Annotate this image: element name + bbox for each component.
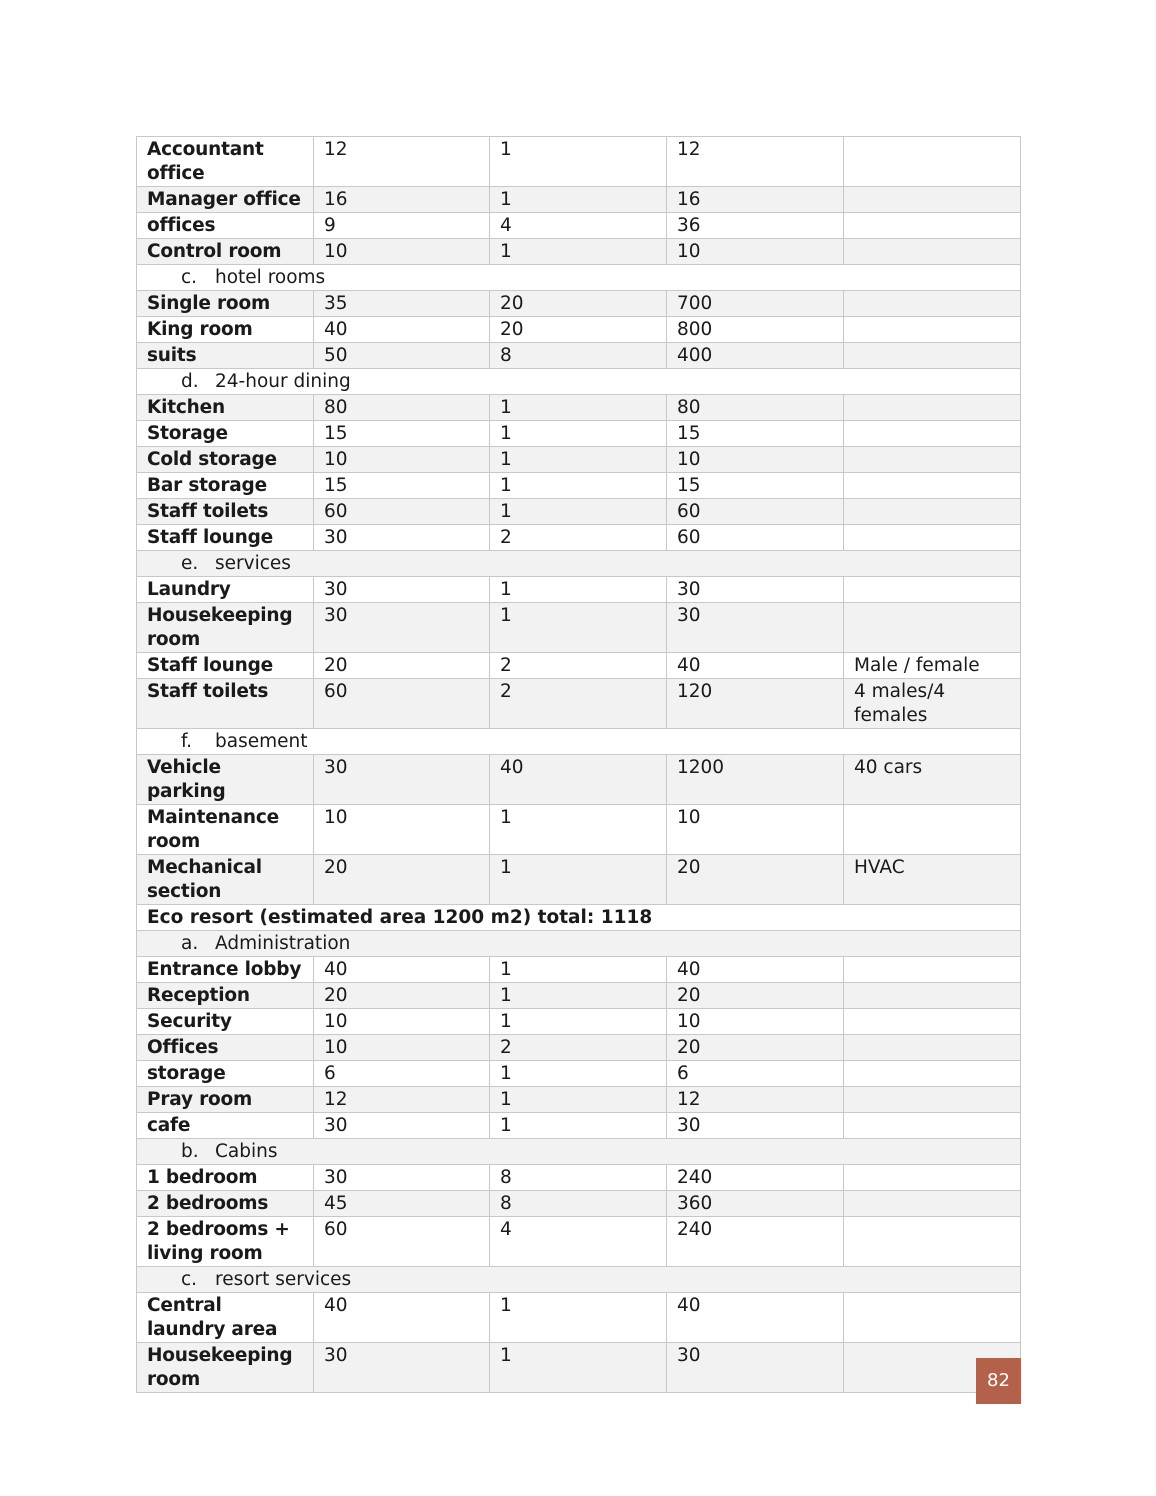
table-row	[137, 603, 1021, 653]
group-heading: Eco resort (estimated area 1200 m2) total: 1118	[137, 905, 1021, 931]
note-cell: 4 males/4 females	[844, 679, 1021, 729]
total-cell: 15	[667, 421, 844, 447]
count-cell: 1	[490, 855, 667, 905]
table-row	[137, 239, 1021, 265]
count-cell: 1	[490, 1113, 667, 1139]
count-cell: 1	[490, 187, 667, 213]
total-cell: 80	[667, 395, 844, 421]
note-cell	[844, 1009, 1021, 1035]
area-cell: 10	[314, 1009, 490, 1035]
room-name-cell: Pray room	[137, 1087, 314, 1113]
table-row	[137, 957, 1021, 983]
total-cell: 20	[667, 855, 844, 905]
note-cell	[844, 395, 1021, 421]
note-cell	[844, 983, 1021, 1009]
count-cell: 4	[490, 1217, 667, 1267]
count-cell: 1	[490, 957, 667, 983]
table-row	[137, 1293, 1021, 1343]
total-cell: 30	[667, 1343, 844, 1393]
room-name-cell: Staff lounge	[137, 653, 314, 679]
count-cell: 1	[490, 1343, 667, 1393]
area-cell: 20	[314, 653, 490, 679]
area-cell: 30	[314, 603, 490, 653]
total-cell: 800	[667, 317, 844, 343]
table-row	[137, 855, 1021, 905]
count-cell: 1	[490, 395, 667, 421]
note-cell	[844, 1113, 1021, 1139]
note-cell	[844, 1061, 1021, 1087]
total-cell: 1200	[667, 755, 844, 805]
area-cell: 6	[314, 1061, 490, 1087]
note-cell: Male / female	[844, 653, 1021, 679]
total-cell: 20	[667, 983, 844, 1009]
room-name-cell: storage	[137, 1061, 314, 1087]
room-name-cell: Housekeeping room	[137, 1343, 314, 1393]
total-cell: 10	[667, 805, 844, 855]
area-cell: 10	[314, 805, 490, 855]
total-cell: 30	[667, 1113, 844, 1139]
total-cell: 30	[667, 577, 844, 603]
table-row	[137, 213, 1021, 239]
note-cell	[844, 603, 1021, 653]
space-program-table	[136, 136, 1021, 1393]
total-cell: 40	[667, 957, 844, 983]
count-cell: 1	[490, 1061, 667, 1087]
section-heading	[137, 931, 1021, 957]
room-name-cell: Staff toilets	[137, 679, 314, 729]
note-cell	[844, 957, 1021, 983]
area-cell: 15	[314, 473, 490, 499]
note-cell	[844, 525, 1021, 551]
count-cell: 20	[490, 317, 667, 343]
count-cell: 1	[490, 447, 667, 473]
total-cell: 12	[667, 137, 844, 187]
count-cell: 1	[490, 137, 667, 187]
area-cell: 40	[314, 1293, 490, 1343]
count-cell: 2	[490, 1035, 667, 1061]
section-title: services	[215, 553, 291, 574]
area-cell: 50	[314, 343, 490, 369]
section-title: resort services	[215, 1269, 352, 1290]
note-cell	[844, 805, 1021, 855]
section-heading	[137, 551, 1021, 577]
area-cell: 80	[314, 395, 490, 421]
total-cell: 10	[667, 447, 844, 473]
room-name-cell: Staff lounge	[137, 525, 314, 551]
room-name-cell: suits	[137, 343, 314, 369]
table-row	[137, 805, 1021, 855]
count-cell: 1	[490, 1293, 667, 1343]
note-cell	[844, 343, 1021, 369]
total-cell: 40	[667, 653, 844, 679]
room-name-cell: Maintenance room	[137, 805, 314, 855]
room-name-cell: Storage	[137, 421, 314, 447]
note-cell	[844, 1165, 1021, 1191]
area-cell: 12	[314, 137, 490, 187]
room-name-cell: 1 bedroom	[137, 1165, 314, 1191]
section-row	[137, 369, 1021, 395]
table-row	[137, 421, 1021, 447]
section-heading	[137, 1139, 1021, 1165]
room-name-cell: Cold storage	[137, 447, 314, 473]
room-name-cell: Offices	[137, 1035, 314, 1061]
table-row	[137, 679, 1021, 729]
total-cell: 6	[667, 1061, 844, 1087]
note-cell	[844, 421, 1021, 447]
area-cell: 16	[314, 187, 490, 213]
table-row	[137, 137, 1021, 187]
total-cell: 60	[667, 499, 844, 525]
total-cell: 30	[667, 603, 844, 653]
total-cell: 10	[667, 1009, 844, 1035]
note-cell: 40 cars	[844, 755, 1021, 805]
total-cell: 36	[667, 213, 844, 239]
total-cell: 120	[667, 679, 844, 729]
section-heading	[137, 729, 1021, 755]
section-letter: d.	[181, 371, 199, 392]
room-name-cell: Laundry	[137, 577, 314, 603]
table-row	[137, 343, 1021, 369]
count-cell: 1	[490, 473, 667, 499]
note-cell	[844, 137, 1021, 187]
section-letter: e.	[181, 553, 199, 574]
count-cell: 8	[490, 1165, 667, 1191]
area-cell: 30	[314, 1165, 490, 1191]
section-title: Cabins	[215, 1141, 278, 1162]
table-row	[137, 577, 1021, 603]
table-row	[137, 1191, 1021, 1217]
area-cell: 30	[314, 1113, 490, 1139]
table-row	[137, 1087, 1021, 1113]
count-cell: 2	[490, 679, 667, 729]
table-row	[137, 755, 1021, 805]
area-cell: 10	[314, 1035, 490, 1061]
room-name-cell: cafe	[137, 1113, 314, 1139]
section-title: hotel rooms	[215, 267, 326, 288]
area-cell: 40	[314, 957, 490, 983]
room-name-cell: offices	[137, 213, 314, 239]
note-cell	[844, 187, 1021, 213]
room-name-cell: Single room	[137, 291, 314, 317]
table-row	[137, 1061, 1021, 1087]
total-cell: 400	[667, 343, 844, 369]
area-cell: 30	[314, 525, 490, 551]
note-cell	[844, 1217, 1021, 1267]
note-cell	[844, 1035, 1021, 1061]
note-cell	[844, 239, 1021, 265]
note-cell	[844, 1191, 1021, 1217]
count-cell: 1	[490, 239, 667, 265]
count-cell: 1	[490, 603, 667, 653]
area-cell: 60	[314, 679, 490, 729]
area-cell: 60	[314, 1217, 490, 1267]
area-cell: 60	[314, 499, 490, 525]
table-row	[137, 1113, 1021, 1139]
table-row	[137, 291, 1021, 317]
section-letter: c.	[181, 1269, 198, 1290]
room-name-cell: King room	[137, 317, 314, 343]
count-cell: 8	[490, 1191, 667, 1217]
table-body	[137, 137, 1021, 1393]
count-cell: 4	[490, 213, 667, 239]
room-name-cell: Mechanical section	[137, 855, 314, 905]
area-cell: 9	[314, 213, 490, 239]
area-cell: 20	[314, 855, 490, 905]
table-row	[137, 653, 1021, 679]
page-number: 82	[976, 1358, 1021, 1404]
room-name-cell: Housekeeping room	[137, 603, 314, 653]
table-row	[137, 473, 1021, 499]
area-cell: 20	[314, 983, 490, 1009]
room-name-cell: Manager office	[137, 187, 314, 213]
section-letter: c.	[181, 267, 198, 288]
table-row	[137, 1009, 1021, 1035]
section-title: basement	[215, 731, 308, 752]
section-heading	[137, 265, 1021, 291]
count-cell: 1	[490, 421, 667, 447]
note-cell	[844, 291, 1021, 317]
table-row	[137, 1343, 1021, 1393]
total-cell: 240	[667, 1217, 844, 1267]
area-cell: 35	[314, 291, 490, 317]
area-cell: 12	[314, 1087, 490, 1113]
note-cell	[844, 473, 1021, 499]
count-cell: 8	[490, 343, 667, 369]
table-row	[137, 1217, 1021, 1267]
count-cell: 2	[490, 525, 667, 551]
table-row	[137, 1035, 1021, 1061]
count-cell: 1	[490, 577, 667, 603]
total-cell: 12	[667, 1087, 844, 1113]
section-heading	[137, 1267, 1021, 1293]
room-name-cell: Central laundry area	[137, 1293, 314, 1343]
total-cell: 16	[667, 187, 844, 213]
note-cell	[844, 1087, 1021, 1113]
area-cell: 15	[314, 421, 490, 447]
room-name-cell: Control room	[137, 239, 314, 265]
count-cell: 2	[490, 653, 667, 679]
table-row	[137, 187, 1021, 213]
room-name-cell: Entrance lobby	[137, 957, 314, 983]
count-cell: 20	[490, 291, 667, 317]
area-cell: 30	[314, 755, 490, 805]
area-cell: 45	[314, 1191, 490, 1217]
section-row	[137, 729, 1021, 755]
total-cell: 700	[667, 291, 844, 317]
section-row	[137, 551, 1021, 577]
section-title: Administration	[215, 933, 351, 954]
section-row	[137, 931, 1021, 957]
table-row	[137, 983, 1021, 1009]
count-cell: 40	[490, 755, 667, 805]
section-row	[137, 265, 1021, 291]
section-heading	[137, 369, 1021, 395]
table-row	[137, 1165, 1021, 1191]
count-cell: 1	[490, 499, 667, 525]
room-name-cell: Kitchen	[137, 395, 314, 421]
room-name-cell: Accountant office	[137, 137, 314, 187]
count-cell: 1	[490, 1009, 667, 1035]
section-row	[137, 1139, 1021, 1165]
group-heading-row	[137, 905, 1021, 931]
section-row	[137, 1267, 1021, 1293]
area-cell: 30	[314, 577, 490, 603]
room-name-cell: 2 bedrooms	[137, 1191, 314, 1217]
area-cell: 40	[314, 317, 490, 343]
note-cell	[844, 1293, 1021, 1343]
note-cell	[844, 317, 1021, 343]
room-name-cell: Bar storage	[137, 473, 314, 499]
total-cell: 10	[667, 239, 844, 265]
table-row	[137, 499, 1021, 525]
room-name-cell: Vehicle parking	[137, 755, 314, 805]
room-name-cell: Reception	[137, 983, 314, 1009]
note-cell	[844, 447, 1021, 473]
table-row	[137, 525, 1021, 551]
room-name-cell: Staff toilets	[137, 499, 314, 525]
section-letter: f.	[181, 731, 193, 752]
note-cell: HVAC	[844, 855, 1021, 905]
section-title: 24-hour dining	[215, 371, 351, 392]
total-cell: 15	[667, 473, 844, 499]
table-row	[137, 317, 1021, 343]
total-cell: 60	[667, 525, 844, 551]
count-cell: 1	[490, 805, 667, 855]
section-letter: b.	[181, 1141, 199, 1162]
note-cell	[844, 499, 1021, 525]
count-cell: 1	[490, 983, 667, 1009]
area-cell: 10	[314, 239, 490, 265]
room-name-cell: Security	[137, 1009, 314, 1035]
count-cell: 1	[490, 1087, 667, 1113]
total-cell: 40	[667, 1293, 844, 1343]
total-cell: 360	[667, 1191, 844, 1217]
total-cell: 20	[667, 1035, 844, 1061]
note-cell	[844, 577, 1021, 603]
area-cell: 30	[314, 1343, 490, 1393]
table-row	[137, 395, 1021, 421]
area-cell: 10	[314, 447, 490, 473]
total-cell: 240	[667, 1165, 844, 1191]
section-letter: a.	[181, 933, 199, 954]
room-name-cell: 2 bedrooms + living room	[137, 1217, 314, 1267]
table-row	[137, 447, 1021, 473]
note-cell	[844, 213, 1021, 239]
